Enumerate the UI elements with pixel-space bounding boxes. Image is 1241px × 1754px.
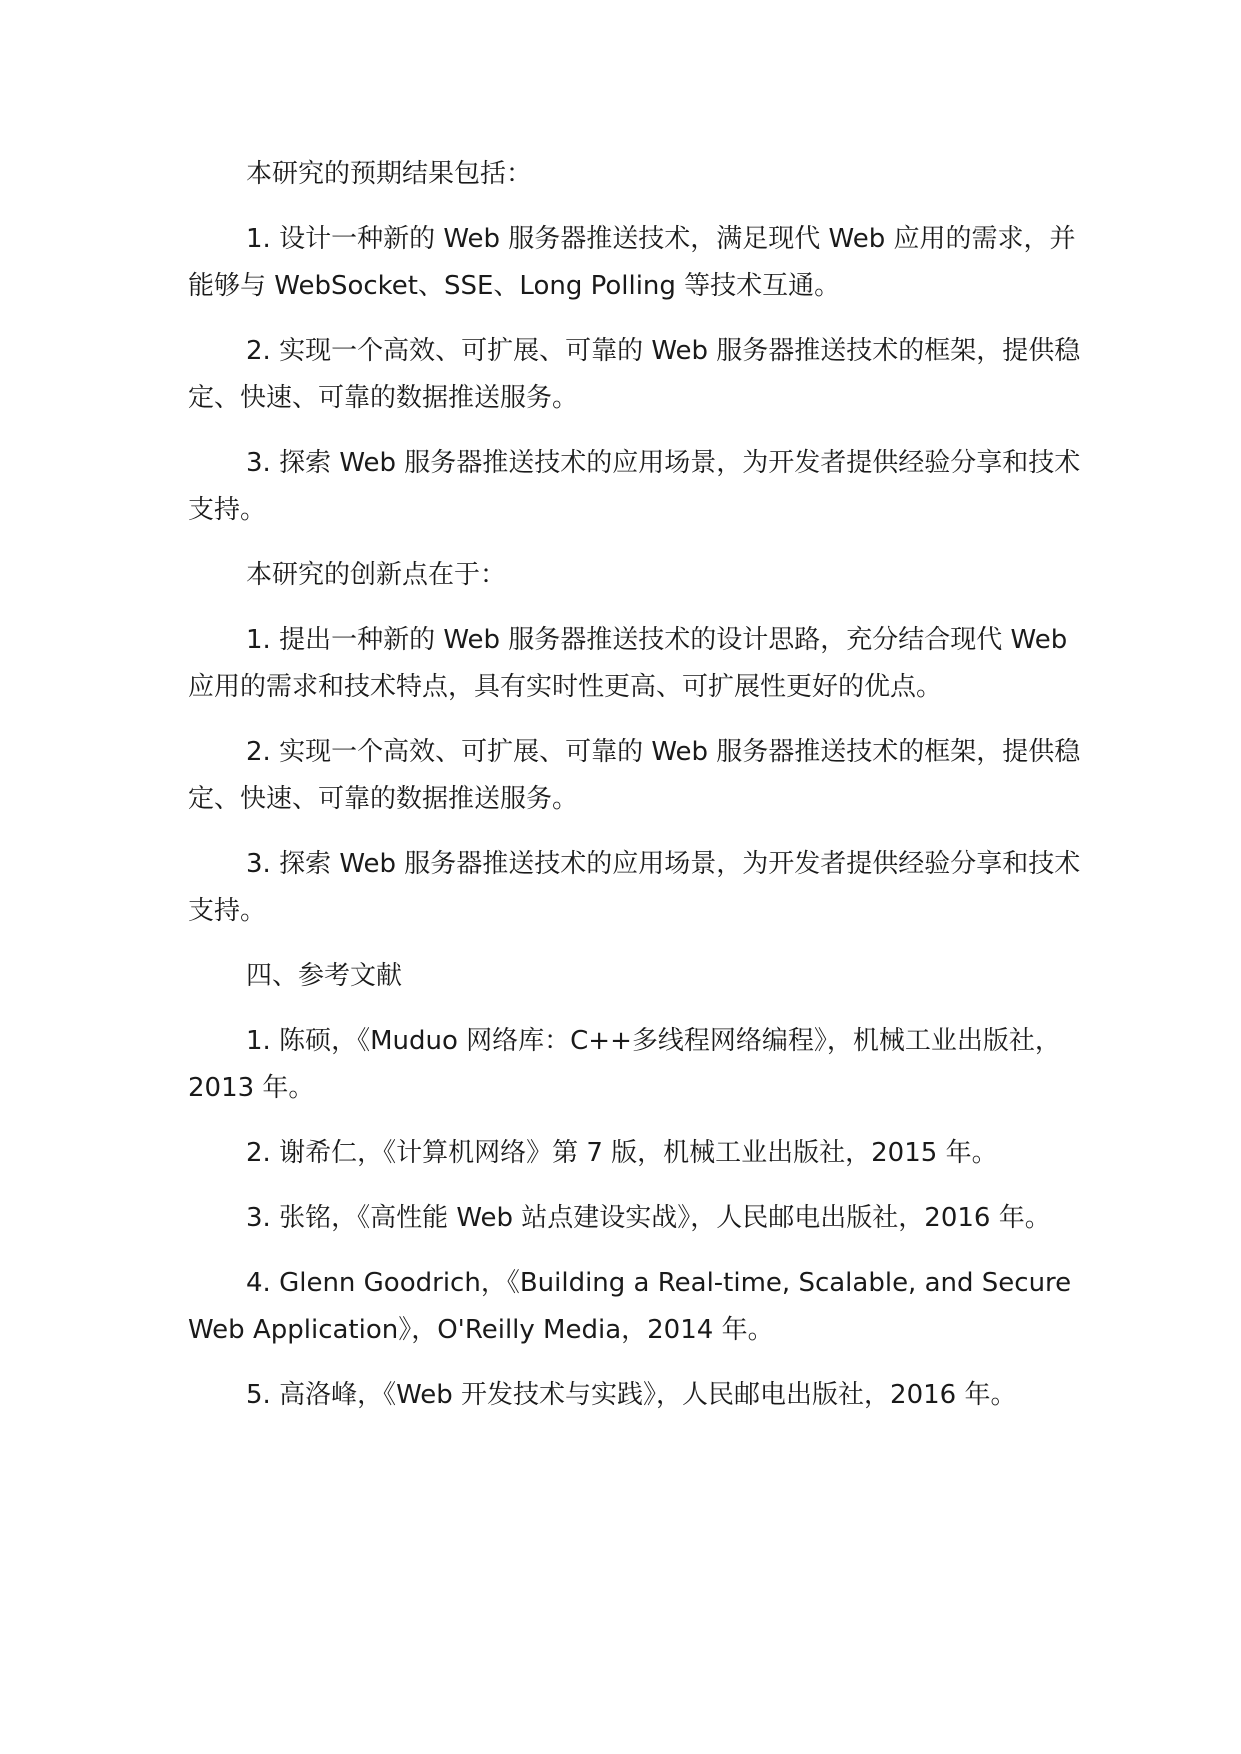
- reference-5: 5. 高洛峰，《Web 开发技术与实践》，人民邮电出版社，2016 年。: [246, 1380, 1017, 1410]
- references-heading: 四、参考文献: [246, 961, 403, 991]
- innovation-1: 1. 提出一种新的 Web 服务器推送技术的设计思路，充分结合现代 Web 应用的需求和技术特点，具有实时性更高、可扩展性更好的优点。: [188, 625, 1068, 702]
- expected-results-heading: 本研究的预期结果包括：: [246, 159, 533, 189]
- reference-1: 1. 陈硕，《Muduo 网络库：C++多线程网络编程》，机械工业出版社，2013 年。: [188, 1026, 1061, 1103]
- reference-4: 4. Glenn Goodrich，《Building a Real-time, Scalable, and Secure Web Application》，O'Reilly Media，2014 年。: [188, 1268, 1072, 1345]
- innovation-3: 3. 探索 Web 服务器推送技术的应用场景，为开发者提供经验分享和技术支持。: [188, 849, 1081, 926]
- document-body: [188, 151, 1088, 1437]
- expected-result-2: 2. 实现一个高效、可扩展、可靠的 Web 服务器推送技术的框架，提供稳定、快速、可靠的数据推送服务。: [188, 336, 1081, 413]
- reference-2: 2. 谢希仁，《计算机网络》第 7 版，机械工业出版社，2015 年。: [246, 1138, 998, 1168]
- expected-result-1: 1. 设计一种新的 Web 服务器推送技术，满足现代 Web 应用的需求，并能够与 WebSocket、SSE、Long Polling 等技术互通。: [188, 224, 1076, 301]
- innovation-2: 2. 实现一个高效、可扩展、可靠的 Web 服务器推送技术的框架，提供稳定、快速、可靠的数据推送服务。: [188, 737, 1081, 814]
- expected-result-3: 3. 探索 Web 服务器推送技术的应用场景，为开发者提供经验分享和技术支持。: [188, 448, 1081, 525]
- reference-3: 3. 张铭，《高性能 Web 站点建设实战》，人民邮电出版社，2016 年。: [246, 1203, 1051, 1233]
- innovation-heading: 本研究的创新点在于：: [246, 560, 507, 590]
